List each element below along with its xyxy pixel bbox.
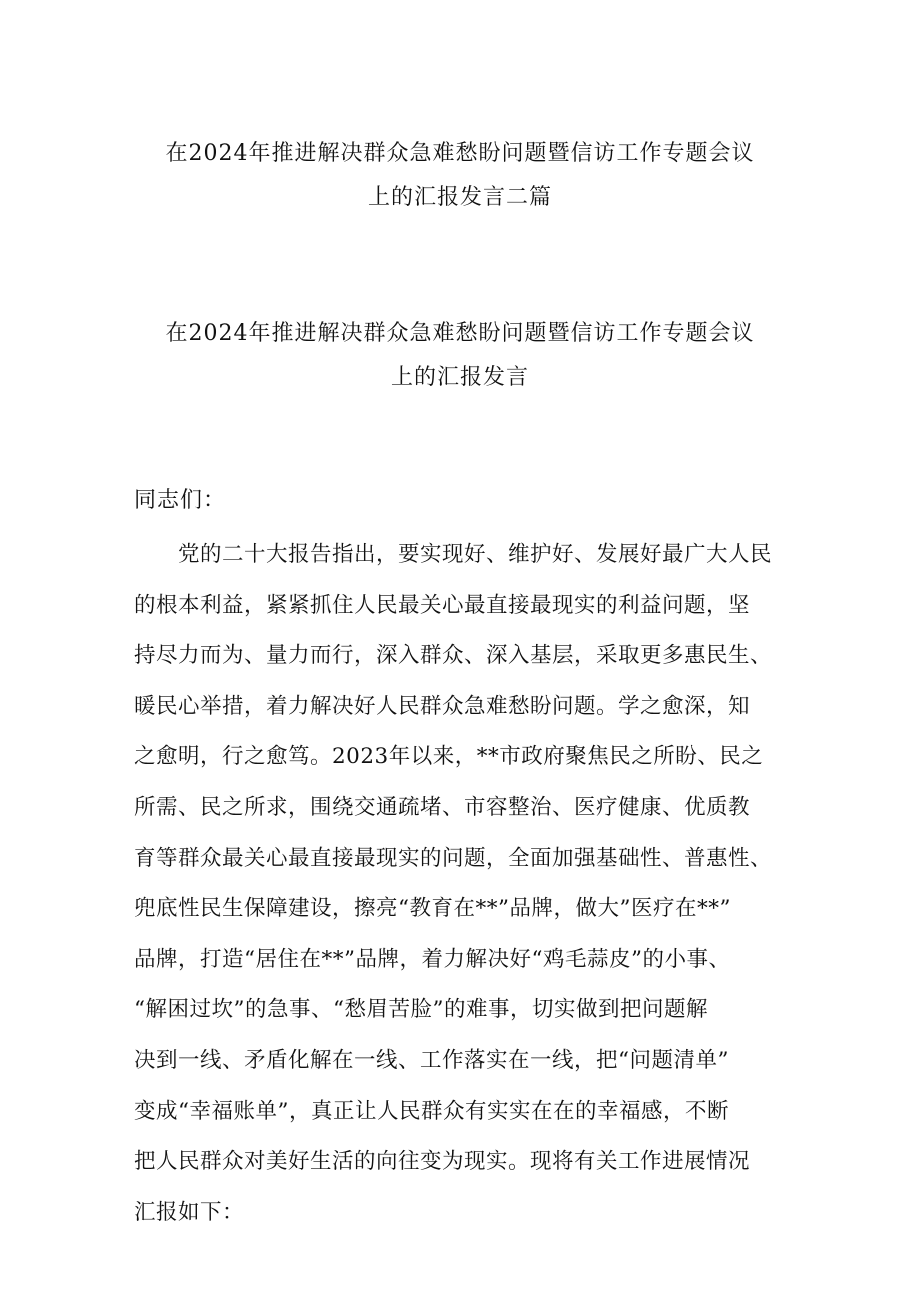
- paragraph-line: 变成“幸福账单”，真正让人民群众有实实在在的幸福感，不断: [134, 1098, 729, 1124]
- paragraph-line: 的根本利益，紧紧抓住人民最关心最直接最现实的利益问题，坚: [134, 592, 751, 618]
- paragraph-line: 持尽力而为、量力而行，深入群众、深入基层，采取更多惠民生、: [134, 643, 773, 669]
- paragraph-line: 暖民心举措，着力解决好人民群众急难愁盼问题。学之愈深，知: [134, 693, 751, 719]
- paragraph-line: 品牌，打造“居住在**”品牌，着力解决好“鸡毛蒜皮”的小事、: [134, 946, 731, 972]
- paragraph-line: 把人民群众对美好生活的向往变为现实。现将有关工作进展情况: [134, 1149, 751, 1175]
- paragraph-line: 所需、民之所求，围绕交通疏堵、市容整治、医疗健康、优质教: [134, 794, 751, 820]
- paragraph-line: 汇报如下：: [134, 1199, 245, 1225]
- document-title-line-2: 上的汇报发言二篇: [367, 185, 552, 210]
- paragraph-line: 兜底性民生保障建设，擦亮“教育在**”品牌，做大”医疗在**”: [134, 896, 731, 922]
- paragraph-line: 决到一线、矛盾化解在一线、工作落实在一线，把“问题清单”: [134, 1047, 729, 1073]
- paragraph-line: “解困过坎”的急事、“愁眉苦脸”的难事，切实做到把问题解: [134, 997, 708, 1023]
- section-title-line-1: 在2024年推进解决群众急难愁盼问题暨信访工作专题会议: [165, 321, 755, 346]
- paragraph-line: 党的二十大报告指出，要实现好、维护好、发展好最广大人民: [178, 542, 773, 567]
- paragraph-line: 育等群众最关心最直接最现实的问题，全面加强基础性、普惠性、: [134, 845, 773, 871]
- document-title-line-1: 在2024年推进解决群众急难愁盼问题暨信访工作专题会议: [165, 141, 755, 166]
- section-title: [0, 312, 920, 400]
- paragraph-line: 之愈明，行之愈笃。2023年以来，**市政府聚焦民之所盼、民之: [134, 744, 764, 770]
- salutation: 同志们：: [134, 488, 227, 513]
- body-paragraph: [134, 537, 796, 1245]
- document-title: [0, 132, 920, 220]
- section-title-line-2: 上的汇报发言: [390, 365, 529, 390]
